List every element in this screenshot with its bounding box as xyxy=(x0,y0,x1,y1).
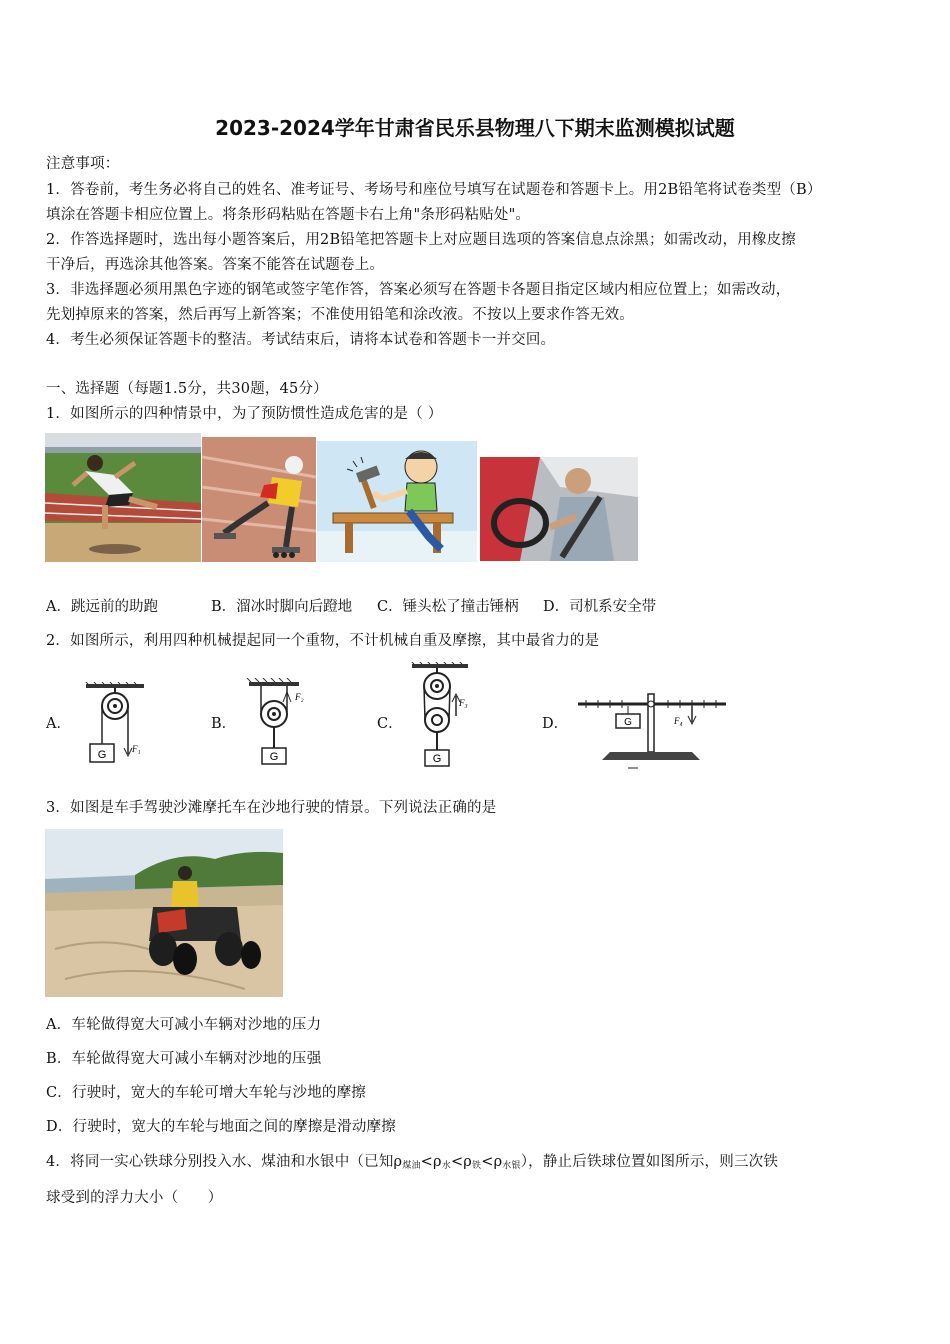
notice-line: 先划掉原来的答案，然后再写上新答案；不准使用铅笔和涂改液。不按以上要求作答无效。 xyxy=(46,307,634,323)
pulley-block-c-diagram xyxy=(406,662,484,768)
fixed-pulley-diagram xyxy=(82,682,152,766)
question-1-stem: 1．如图所示的四种情景中，为了预防惯性造成危害的是（ ） xyxy=(46,406,443,422)
q1-option-b: B．溜冰时脚向后蹬地 xyxy=(211,599,353,615)
q2-label-c: C． xyxy=(377,716,403,732)
q2-label-d: D． xyxy=(542,716,569,732)
q1-option-d: D．司机系安全带 xyxy=(543,599,657,615)
notice-line: 4．考生必须保证答题卡的整洁。考试结束后，请将本试卷和答题卡一并交回。 xyxy=(46,332,556,348)
pulley-block-b-diagram xyxy=(243,678,319,766)
q1-option-a: A．跳远前的助跑 xyxy=(46,599,158,615)
notice-line: 干净后，再选涂其他答案。答案不能答在试题卷上。 xyxy=(46,257,385,273)
lever-diagram xyxy=(576,692,728,770)
weight-label: G xyxy=(97,749,107,761)
force-label: F₄ xyxy=(674,716,683,726)
hammer-cartoon xyxy=(317,441,477,562)
notice-heading: 注意事项： xyxy=(46,156,120,172)
q3-option-a: A．车轮做得宽大可减小车辆对沙地的压力 xyxy=(46,1017,322,1033)
weight-label: G xyxy=(624,717,632,728)
notice-line: 1．答卷前，考生务必将自己的姓名、准考证号、考场号和座位号填写在试题卷和答题卡上。用2B铅笔将试卷类型（B） xyxy=(46,182,822,198)
weight-label: G xyxy=(269,751,279,763)
force-label: F₁ xyxy=(132,744,141,754)
q3-option-b: B．车轮做得宽大可减小车辆对沙地的压强 xyxy=(46,1051,322,1067)
force-label: F₂ xyxy=(295,692,304,702)
q2-label-b: B． xyxy=(211,716,237,732)
notice-line: 2．作答选择题时，选出每小题答案后，用2B铅笔把答题卡上对应题目选项的答案信息点涂黑；如需改动，用橡皮擦 xyxy=(46,232,797,248)
section-heading: 一、选择题（每题1.5分，共30题，45分） xyxy=(46,381,328,397)
q3-option-c: C．行驶时，宽大的车轮可增大车轮与沙地的摩擦 xyxy=(46,1085,366,1101)
q1-option-c: C．锤头松了撞击锤柄 xyxy=(377,599,519,615)
notice-line: 3．非选择题必须用黑色字迹的钢笔或签字笔作答，答案必须写在答题卡各题目指定区域内相应位置上；如需改动， xyxy=(46,282,791,298)
question-4-stem: 4．将同一实心铁球分别投入水、煤油和水银中（已知$\rho_{煤油}<\rho_水<\rho_铁<\rho_{水银}$），静止后铁球位置如图所示，则三次铁 xyxy=(46,1154,779,1171)
notice-line: 填涂在答题卡相应位置上。将条形码粘贴在答题卡右上角"条形码粘贴处"。 xyxy=(46,207,531,223)
question-3-stem: 3．如图是车手驾驶沙滩摩托车在沙地行驶的情景。下列说法正确的是 xyxy=(46,800,497,816)
question-4-stem-line2: 球受到的浮力大小（ ） xyxy=(46,1190,223,1206)
seatbelt-photo xyxy=(480,457,638,561)
question-2-stem: 2．如图所示，利用四种机械提起同一个重物，不计机械自重及摩擦，其中最省力的是 xyxy=(46,633,600,649)
q2-label-a: A． xyxy=(46,716,71,732)
q3-option-d: D．行驶时，宽大的车轮与地面之间的摩擦是滑动摩擦 xyxy=(46,1119,396,1135)
long-jump-photo xyxy=(45,433,201,562)
beach-atv-photo xyxy=(45,829,283,997)
roller-skating-photo xyxy=(202,437,316,562)
page-title: 2023-2024学年甘肃省民乐县物理八下期末监测模拟试题 xyxy=(215,116,735,140)
weight-label: G xyxy=(432,753,442,765)
force-label: F₃ xyxy=(459,698,468,708)
